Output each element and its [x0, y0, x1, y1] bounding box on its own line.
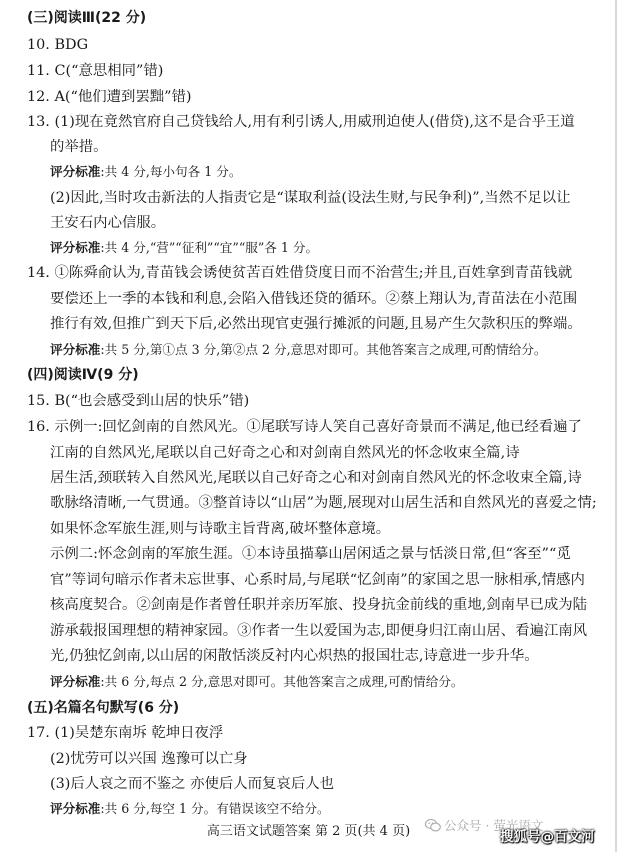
answer-15: 15. B(“也会感受到山居的快乐”错)	[27, 393, 250, 409]
answer-16-line-10: 光,仍独忆剑南,以山居的闲散恬淡反衬内心炽热的报国壮志,诗意进一步升华。	[50, 648, 539, 664]
scoring-criteria-16	[50, 670, 464, 694]
answer-13-line-1: 13. (1)现在竟然官府自己贷钱给人,用有利引诱人,用威刑迫使人(借贷),这不是合乎王道	[27, 114, 575, 130]
answer-10: 10. BDG	[27, 37, 89, 53]
criteria-label: 评分标准	[50, 240, 101, 255]
answer-13-line-4: 王安石内心信服。	[50, 215, 166, 231]
criteria-label: 评分标准	[50, 674, 101, 689]
section-heading-4: (四)阅读Ⅳ(9 分)	[27, 367, 139, 383]
answer-16-line-5: 如果怀念军旅生涯,则与诗歌主旨背离,破坏整体意境。	[50, 521, 391, 537]
answer-16-line-2: 江南的自然风光,尾联以自己好奇之心和对剑南自然风光的怀念收束全篇,诗	[50, 445, 520, 461]
scoring-criteria-13-1	[50, 160, 241, 184]
criteria-text: :共 5 分,第①点 3 分,第②点 2 分,意思对即可。其他答案言之成理,可酌情给分。	[100, 342, 547, 357]
answer-16-line-4: 歌脉络清晰,一气贯通。③整首诗以“山居”为题,展现对山居生活和自然风光的喜爱之情;	[50, 495, 597, 511]
answer-16-line-1: 16. 示例一:回忆剑南的自然风光。①尾联写诗人笑自己喜好奇景而不满足,他已经看遍了	[27, 419, 582, 435]
answer-16-line-8: 核高度契合。②剑南是作者曾任职并亲历军旅、投身抗金前线的重地,剑南早已成为陆	[50, 597, 588, 613]
answer-17-line-1: 17. (1)吴楚东南坼 乾坤日夜浮	[27, 725, 224, 741]
answer-16-line-3: 居生活,颈联转入自然风光,尾联以自己好奇之心和对剑南自然风光的怀念收束全篇,诗	[50, 470, 582, 486]
answer-14-line-2: 要偿还上一季的本钱和利息,会陷入借钱还贷的循环。②蔡上翔认为,青苗法在小范围	[50, 291, 578, 307]
criteria-label: 评分标准	[50, 164, 101, 179]
criteria-label: 评分标准	[50, 801, 101, 816]
answer-16-line-6: 示例二:怀念剑南的军旅生涯。①本诗虽描摹山居闲适之景与恬淡日常,但“客至”“觅	[50, 546, 571, 562]
answer-11: 11. C(“意思相同”错)	[27, 63, 164, 79]
scoring-criteria-13-2	[50, 236, 318, 260]
section-heading-5: (五)名篇名句默写(6 分)	[27, 700, 180, 716]
scoring-criteria-17	[50, 797, 330, 821]
answer-14-line-3: 推行有效,但推广到天下后,必然出现官吏强行摊派的问题,且易产生欠款积压的弊端。	[50, 316, 582, 332]
answer-17-line-3: (3)后人哀之而不鉴之 亦使后人而复哀后人也	[50, 776, 334, 792]
answer-13-line-2: 的举措。	[50, 139, 108, 155]
criteria-text: :共 6 分,每空 1 分。有错误该空不给分。	[100, 801, 330, 816]
answer-12: 12. A(“他们遭到罢黜”错)	[27, 89, 192, 105]
criteria-label: 评分标准	[50, 342, 101, 357]
section-heading-3: (三)阅读Ⅲ(22 分)	[27, 10, 147, 26]
wechat-watermark-text: 公众号 · 萤光语文	[444, 818, 544, 833]
scoring-criteria-14	[50, 338, 547, 362]
answer-16-line-9: 游承载报国理想的精神家园。③作者一生以爱国为志,即便身归江南山居、看遍江南风	[50, 623, 588, 639]
answer-17-line-2: (2)忧劳可以兴国 逸豫可以亡身	[50, 751, 248, 767]
answer-13-line-3: (2)因此,当时攻击新法的人指责它是“谋取利益(设法生财,与民争利)”,当然不足以让	[50, 190, 571, 206]
wechat-icon	[425, 819, 441, 832]
answer-14-line-1: 14. ①陈舜俞认为,青苗钱会诱使贫苦百姓借贷度日而不治营生;并且,百姓拿到青苗钱就	[27, 265, 573, 281]
criteria-text: :共 4 分,每小句各 1 分。	[100, 164, 242, 179]
criteria-text: :共 4 分,“营”“征利”“宜”“服”各 1 分。	[100, 240, 319, 255]
criteria-text: :共 6 分,每点 2 分,意思对即可。其他答案言之成理,可酌情给分。	[100, 674, 464, 689]
sohu-watermark: 搜狐号@百文河	[500, 829, 595, 845]
page-footer: 高三语文试题答案 第 2 页(共 4 页)	[206, 824, 411, 839]
answer-16-line-7: 官”等词句暗示作者未忘世事、心系时局,与尾联“忆剑南”的家国之思一脉相承,情感内	[50, 572, 585, 588]
